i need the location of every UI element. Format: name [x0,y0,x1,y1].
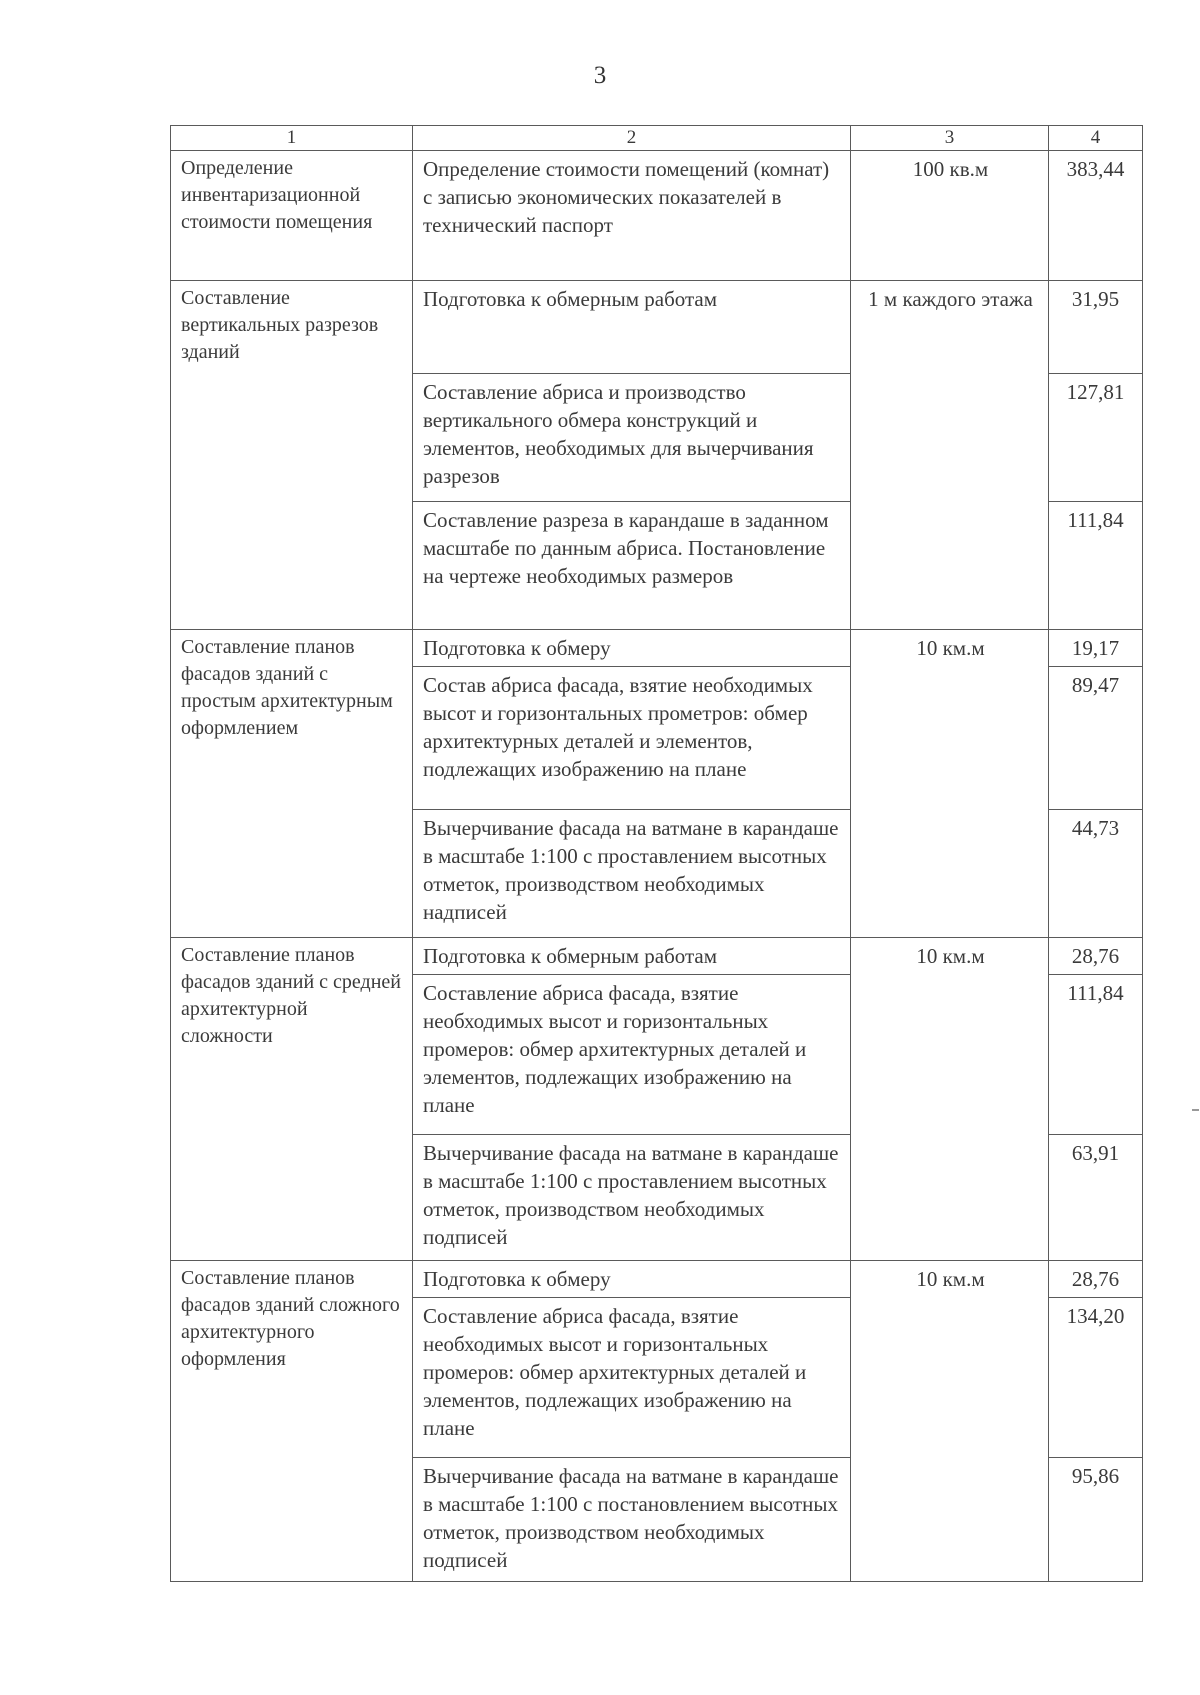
operation-cell: Вычерчивание фасада на ватмане в карандаше в масштабе 1:100 с постановлением высотных отметок, производством необходимых подписей [413,1458,851,1582]
unit-cell: 10 км.м [851,938,1049,1261]
column-header: 4 [1049,126,1143,151]
table-row [171,1261,1143,1298]
column-header: 1 [171,126,413,151]
table-row [171,151,1143,281]
price-cell: 89,47 [1049,667,1143,810]
operation-cell: Составление абриса фасада, взятие необходимых высот и горизонтальных промеров: обмер архитектурных деталей и элементов, подлежащих изображению на плане [413,1298,851,1458]
price-table [170,125,1143,1582]
work-type-cell: Составление планов фасадов зданий с простым архитектурным оформлением [171,630,413,938]
column-header: 2 [413,126,851,151]
price-cell: 127,81 [1049,374,1143,502]
price-cell: 44,73 [1049,810,1143,938]
column-header: 3 [851,126,1049,151]
operation-cell: Составление абриса фасада, взятие необходимых высот и горизонтальных промеров: обмер архитектурных деталей и элементов, подлежащих изображению на плане [413,975,851,1135]
operation-cell: Составление абриса и производство вертикального обмера конструкций и элементов, необходимых для вычерчивания разрезов [413,374,851,502]
price-cell: 31,95 [1049,281,1143,374]
work-type-cell: Составление планов фасадов зданий с средней архитектурной сложности [171,938,413,1261]
price-cell: 95,86 [1049,1458,1143,1582]
price-cell: 28,76 [1049,1261,1143,1298]
table-row [171,281,1143,374]
operation-cell: Состав абриса фасада, взятие необходимых высот и горизонтальных прометров: обмер архитектурных деталей и элементов, подлежащих изображению на плане [413,667,851,810]
operation-cell: Подготовка к обмеру [413,630,851,667]
operation-cell: Вычерчивание фасада на ватмане в карандаше в масштабе 1:100 с проставлением высотных отметок, производством необходимых надписей [413,810,851,938]
unit-cell: 100 кв.м [851,151,1049,281]
operation-cell: Подготовка к обмерным работам [413,938,851,975]
work-type-cell: Составление планов фасадов зданий сложного архитектурного оформления [171,1261,413,1582]
price-cell: 111,84 [1049,502,1143,630]
operation-cell: Составление разреза в карандаше в заданном масштабе по данным абриса. Постановление на чертеже необходимых размеров [413,502,851,630]
unit-cell: 1 м каждого этажа [851,281,1049,630]
table-header-row [171,126,1143,151]
unit-cell: 10 км.м [851,1261,1049,1582]
price-cell: 19,17 [1049,630,1143,667]
table-row [171,630,1143,667]
scan-mark [1192,1109,1199,1111]
price-cell: 28,76 [1049,938,1143,975]
operation-cell: Определение стоимости помещений (комнат) с записью экономических показателей в технический паспорт [413,151,851,281]
table-row [171,938,1143,975]
operation-cell: Подготовка к обмеру [413,1261,851,1298]
price-cell: 111,84 [1049,975,1143,1135]
price-cell: 383,44 [1049,151,1143,281]
operation-cell: Вычерчивание фасада на ватмане в карандаше в масштабе 1:100 с проставлением высотных отметок, производством необходимых подписей [413,1135,851,1261]
price-cell: 134,20 [1049,1298,1143,1458]
page-number: 3 [593,62,607,89]
operation-cell: Подготовка к обмерным работам [413,281,851,374]
unit-cell: 10 км.м [851,630,1049,938]
work-type-cell: Составление вертикальных разрезов зданий [171,281,413,630]
price-cell: 63,91 [1049,1135,1143,1261]
work-type-cell: Определение инвентаризационной стоимости помещения [171,151,413,281]
